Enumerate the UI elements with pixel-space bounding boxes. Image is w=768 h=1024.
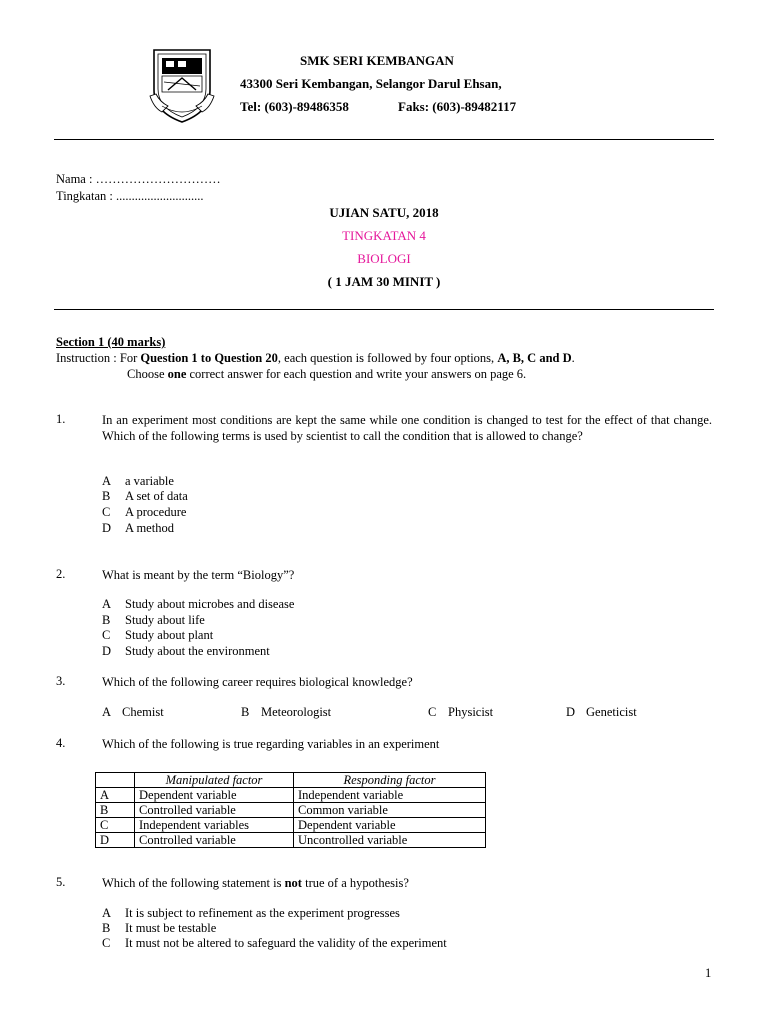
- option-letter: B: [102, 613, 111, 627]
- option-letter: A: [102, 705, 112, 719]
- option-text: a variable: [125, 474, 174, 488]
- school-telephone: Tel: (603)-89486358: [240, 99, 349, 114]
- option-a[interactable]: [102, 474, 174, 489]
- option-text: Meteorologist: [261, 705, 332, 719]
- table-header-row: [96, 773, 486, 788]
- question-text-emphasis: not: [284, 876, 302, 890]
- option-letter: D: [566, 705, 576, 719]
- instr2-one: one: [167, 367, 187, 381]
- instr-prefix: Instruction : For: [56, 351, 141, 365]
- option-letter: A: [102, 906, 112, 920]
- option-a[interactable]: [102, 705, 164, 720]
- form-field[interactable]: Tingkatan : ............................: [56, 189, 204, 203]
- option-b[interactable]: [241, 705, 331, 720]
- instruction-line-2: [127, 367, 526, 382]
- option-text: Study about the environment: [125, 644, 270, 658]
- table-cell: C: [96, 818, 135, 833]
- option-text: It must be testable: [125, 921, 217, 935]
- option-text: Study about plant: [125, 628, 214, 642]
- question-number: 1.: [56, 412, 66, 426]
- exam-title: UJIAN SATU, 2018: [329, 205, 439, 220]
- duration-title: ( 1 JAM 30 MINIT ): [327, 274, 441, 289]
- option-c[interactable]: [102, 936, 447, 951]
- header-divider: [54, 139, 714, 140]
- option-text: It must not be altered to safeguard the validity of the experiment: [125, 936, 447, 950]
- table-header-cell: Responding factor: [294, 773, 486, 788]
- option-letter: C: [102, 628, 111, 642]
- question-text: What is meant by the term “Biology”?: [102, 568, 295, 582]
- table-cell: Independent variable: [294, 788, 486, 803]
- name-field[interactable]: Nama : …………………………: [56, 172, 221, 186]
- instr-end: .: [571, 351, 575, 365]
- page-number: 1: [705, 966, 712, 980]
- option-text: Physicist: [448, 705, 494, 719]
- table-row[interactable]: [96, 788, 486, 803]
- option-c[interactable]: [102, 628, 213, 643]
- option-letter: C: [428, 705, 437, 719]
- table-cell: B: [96, 803, 135, 818]
- option-letter: C: [102, 505, 111, 519]
- option-letter: A: [102, 597, 112, 611]
- table-cell: Controlled variable: [135, 833, 294, 848]
- title-divider: [54, 309, 714, 310]
- option-d[interactable]: [102, 521, 174, 536]
- instr-question-range: Question 1 to Question 20: [140, 351, 278, 365]
- option-a[interactable]: [102, 597, 294, 612]
- option-letter: B: [102, 921, 111, 935]
- form-title: TINGKATAN 4: [342, 228, 426, 243]
- option-letter: D: [102, 521, 112, 535]
- option-text: It is subject to refinement as the experiment progresses: [125, 906, 400, 920]
- option-text: A set of data: [125, 489, 188, 503]
- table-header-cell: [96, 773, 135, 788]
- table-cell: Common variable: [294, 803, 486, 818]
- option-text: Geneticist: [586, 705, 637, 719]
- table-row[interactable]: [96, 833, 486, 848]
- table-cell: Dependent variable: [294, 818, 486, 833]
- option-letter: B: [102, 489, 111, 503]
- table-cell: Dependent variable: [135, 788, 294, 803]
- question-number: 3.: [56, 674, 66, 688]
- question-text: Which of the following is true regarding variables in an experiment: [102, 737, 440, 751]
- question-text-prefix: Which of the following statement is: [102, 876, 285, 890]
- table-cell: A: [96, 788, 135, 803]
- option-letter: D: [102, 644, 112, 658]
- option-letter: B: [241, 705, 250, 719]
- option-a[interactable]: [102, 906, 400, 921]
- table-cell: D: [96, 833, 135, 848]
- section-heading: Section 1 (40 marks): [56, 335, 166, 349]
- school-fax: Faks: (603)-89482117: [398, 99, 517, 114]
- question-number: 2.: [56, 567, 66, 581]
- option-letter: C: [102, 936, 111, 950]
- option-c[interactable]: [102, 505, 186, 520]
- instr2-rest: correct answer for each question and write your answers on page 6.: [186, 367, 527, 381]
- variables-table: [95, 772, 486, 848]
- table-header-cell: Manipulated factor: [135, 773, 294, 788]
- option-b[interactable]: [102, 921, 216, 936]
- table-cell: Controlled variable: [135, 803, 294, 818]
- instr-options: A, B, C and D: [497, 351, 572, 365]
- question-number: 5.: [56, 875, 66, 889]
- option-text: Study about microbes and disease: [125, 597, 295, 611]
- question-text-suffix: true of a hypothesis?: [301, 876, 409, 890]
- option-letter: A: [102, 474, 112, 488]
- question-text: [102, 875, 712, 891]
- option-text: Study about life: [125, 613, 205, 627]
- instr-mid: , each question is followed by four options,: [277, 351, 498, 365]
- school-address: 43300 Seri Kembangan, Selangor Darul Ehsan,: [240, 76, 502, 91]
- option-text: A procedure: [125, 505, 187, 519]
- option-b[interactable]: [102, 489, 188, 504]
- question-text: In an experiment most conditions are kept the same while one condition is changed to test for the effect of that change. Which of the following terms is used by scientist to call the condition that is allowed to change?: [102, 413, 712, 443]
- question-text: Which of the following career requires biological knowledge?: [102, 675, 413, 689]
- school-crest-logo: [148, 46, 216, 126]
- option-d[interactable]: [566, 705, 637, 720]
- option-text: A method: [125, 521, 174, 535]
- option-c[interactable]: [428, 705, 493, 720]
- option-text: Chemist: [122, 705, 164, 719]
- subject-title: BIOLOGI: [357, 251, 411, 266]
- instruction-line-1: [56, 351, 575, 366]
- table-cell: Independent variables: [135, 818, 294, 833]
- instr2-prefix: Choose: [127, 367, 168, 381]
- school-name: SMK SERI KEMBANGAN: [300, 53, 454, 68]
- table-row[interactable]: [96, 803, 486, 818]
- table-cell: Uncontrolled variable: [294, 833, 486, 848]
- option-d[interactable]: [102, 644, 270, 659]
- option-b[interactable]: [102, 613, 205, 628]
- table-row[interactable]: [96, 818, 486, 833]
- question-number: 4.: [56, 736, 66, 750]
